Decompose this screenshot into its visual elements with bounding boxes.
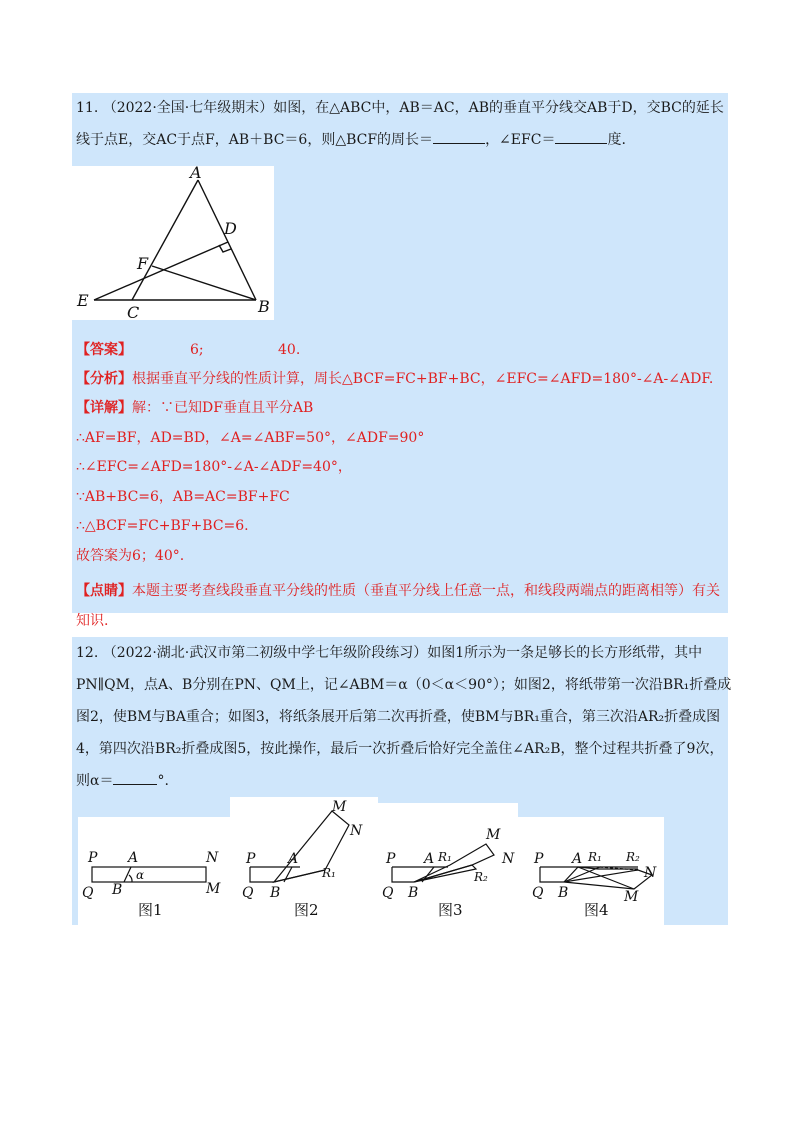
- detail-tag: 【详解】: [76, 400, 132, 416]
- analysis-line: [76, 369, 713, 389]
- fig4-strip-left: [540, 867, 564, 882]
- q12-line-5: [76, 771, 169, 791]
- answer-value-2: 40.: [278, 342, 301, 358]
- q12-line-3: 图2，使BM与BA重合；如图3，将纸条展开后第二次再折叠，使BM与BR₁重合，第三次沿AR₂折叠成图: [76, 709, 721, 725]
- answer-value-1: 6;: [190, 342, 204, 358]
- fig1-segment-ab: [124, 867, 131, 882]
- triangle-figure: [72, 166, 274, 320]
- q12-line-2: PN∥QM，点A、B分别在PN、QM上，记∠ABM＝α（0＜α＜90°）；如图2，将纸带第一次沿BR₁折叠成: [76, 677, 732, 693]
- segment-fb: [152, 266, 256, 300]
- side-ac: [132, 180, 198, 300]
- fig1-label-alpha: α: [136, 868, 145, 882]
- fig2-segment-ab: [284, 867, 292, 882]
- fig1-label-a: A: [128, 850, 139, 866]
- fig4-label-p: P: [534, 851, 544, 867]
- q11-line-2-part-a: 线于点E，交AC于点F，AB＋BC＝6，则△BCF的周长＝: [76, 132, 434, 148]
- fig4-label-m: M: [624, 889, 639, 905]
- answer-line: [76, 340, 301, 360]
- caption-fig2: 图2: [294, 901, 319, 919]
- fig1-label-b: B: [112, 882, 123, 898]
- alpha-blank: [113, 772, 157, 785]
- fig2-label-q: Q: [242, 885, 254, 901]
- step-4: ∴△BCF=FC+BF+BC=6.: [76, 518, 249, 534]
- fig4-label-n: N: [644, 865, 657, 881]
- fig3-segment-ab: [422, 867, 434, 882]
- label-b: B: [258, 297, 270, 316]
- fig3-label-r1: R₁: [438, 850, 452, 864]
- fig3-label-p: P: [386, 851, 396, 867]
- caption-fig4: 图4: [584, 901, 609, 919]
- fig3-strip-left: [392, 867, 414, 882]
- label-c: C: [127, 303, 140, 320]
- q11-line-2-part-b: ，∠EFC＝: [485, 132, 556, 148]
- q11-line-2: [76, 130, 626, 150]
- perimeter-blank: [433, 131, 485, 144]
- fig3-label-n: N: [502, 851, 515, 867]
- fig4-label-r2: R₂: [626, 850, 640, 864]
- fig2-strip-left: [250, 867, 274, 882]
- detail-line: [76, 398, 313, 418]
- fig3-label-r2: R₂: [474, 870, 488, 884]
- fig1-label-m: M: [206, 881, 221, 897]
- label-a: A: [190, 166, 202, 182]
- step-1: ∴AF=BF，AD=BD，∠A=∠ABF=50°，∠ADF=90°: [76, 430, 425, 446]
- fig4-label-b: B: [558, 885, 569, 901]
- comment-tag: 【点睛】: [76, 583, 132, 599]
- q12-line-1: 12. （2022·湖北·武汉市第二初级中学七年级阶段练习）如图1所示为一条足够长的长方形纸带，其中: [76, 645, 703, 661]
- caption-fig3: 图3: [438, 901, 463, 919]
- fig1-label-q: Q: [82, 885, 94, 901]
- q11-line-2-part-c: 度.: [607, 132, 626, 148]
- fig4-flap: [564, 870, 652, 889]
- fig2-folded-flap: [274, 811, 349, 882]
- q12-line-4: 4，第四次沿BR₂折叠成图5，按此操作，最后一次折叠后恰好完全盖住∠AR₂B，整个过程共折叠了9次，: [76, 741, 724, 757]
- angle-blank: [555, 131, 607, 144]
- comment-line-1: [76, 581, 720, 601]
- comment-text: 本题主要考查线段垂直平分线的性质（垂直平分线上任意一点，和线段两端点的距离相等）有关: [132, 583, 720, 599]
- fig4-fold-2: [564, 867, 600, 882]
- label-f: F: [137, 254, 149, 273]
- step-2: ∴∠EFC=∠AFD=180°-∠A-∠ADF=40°，: [76, 459, 352, 475]
- fig2-label-m: M: [332, 799, 347, 815]
- fig4-label-a: A: [572, 851, 583, 867]
- side-ab: [198, 180, 256, 300]
- fig2-label-n: N: [350, 823, 363, 839]
- fig3-label-q: Q: [382, 885, 394, 901]
- fig2-label-p: P: [246, 851, 256, 867]
- fig2-label-a: A: [288, 851, 299, 867]
- label-d: D: [224, 219, 237, 238]
- analysis-tag: 【分析】: [76, 371, 132, 387]
- analysis-text: 根据垂直平分线的性质计算，周长△BCF=FC+BF+BC，∠EFC=∠AFD=180°-∠A-∠ADF.: [132, 371, 714, 387]
- q11-line-1: 11. （2022·全国·七年级期末）如图，在△ABC中，AB＝AC，AB的垂直平分线交AB于D，交BC的延长: [76, 100, 724, 116]
- detail-text: 解：∵已知DF垂直且平分AB: [132, 400, 314, 416]
- comment-line-2: 知识.: [76, 613, 109, 629]
- q12-line-5-part-b: °.: [157, 773, 169, 789]
- fig4-label-q: Q: [532, 885, 544, 901]
- folding-figures: [78, 797, 664, 925]
- answer-tag: 【答案】: [76, 342, 132, 358]
- fig1-alpha-arc: [129, 875, 132, 882]
- step-5: 故答案为6；40°.: [76, 548, 185, 564]
- step-3: ∵AB+BC=6，AB=AC=BF+FC: [76, 489, 290, 505]
- fig2-label-b: B: [270, 885, 281, 901]
- q12-line-5-part-a: 则α＝: [76, 773, 114, 789]
- fig4-label-r1: R₁: [588, 850, 602, 864]
- bisector-ed: [94, 242, 228, 300]
- fig1-label-p: P: [88, 850, 98, 866]
- label-e: E: [77, 291, 89, 310]
- fig3-label-m: M: [486, 827, 501, 843]
- fig3-label-a: A: [424, 851, 435, 867]
- fig3-label-b: B: [408, 885, 419, 901]
- fig1-label-n: N: [206, 850, 219, 866]
- caption-fig1: 图1: [138, 901, 163, 919]
- fig2-label-r1: R₁: [322, 866, 336, 880]
- fig1-strip: [92, 867, 206, 882]
